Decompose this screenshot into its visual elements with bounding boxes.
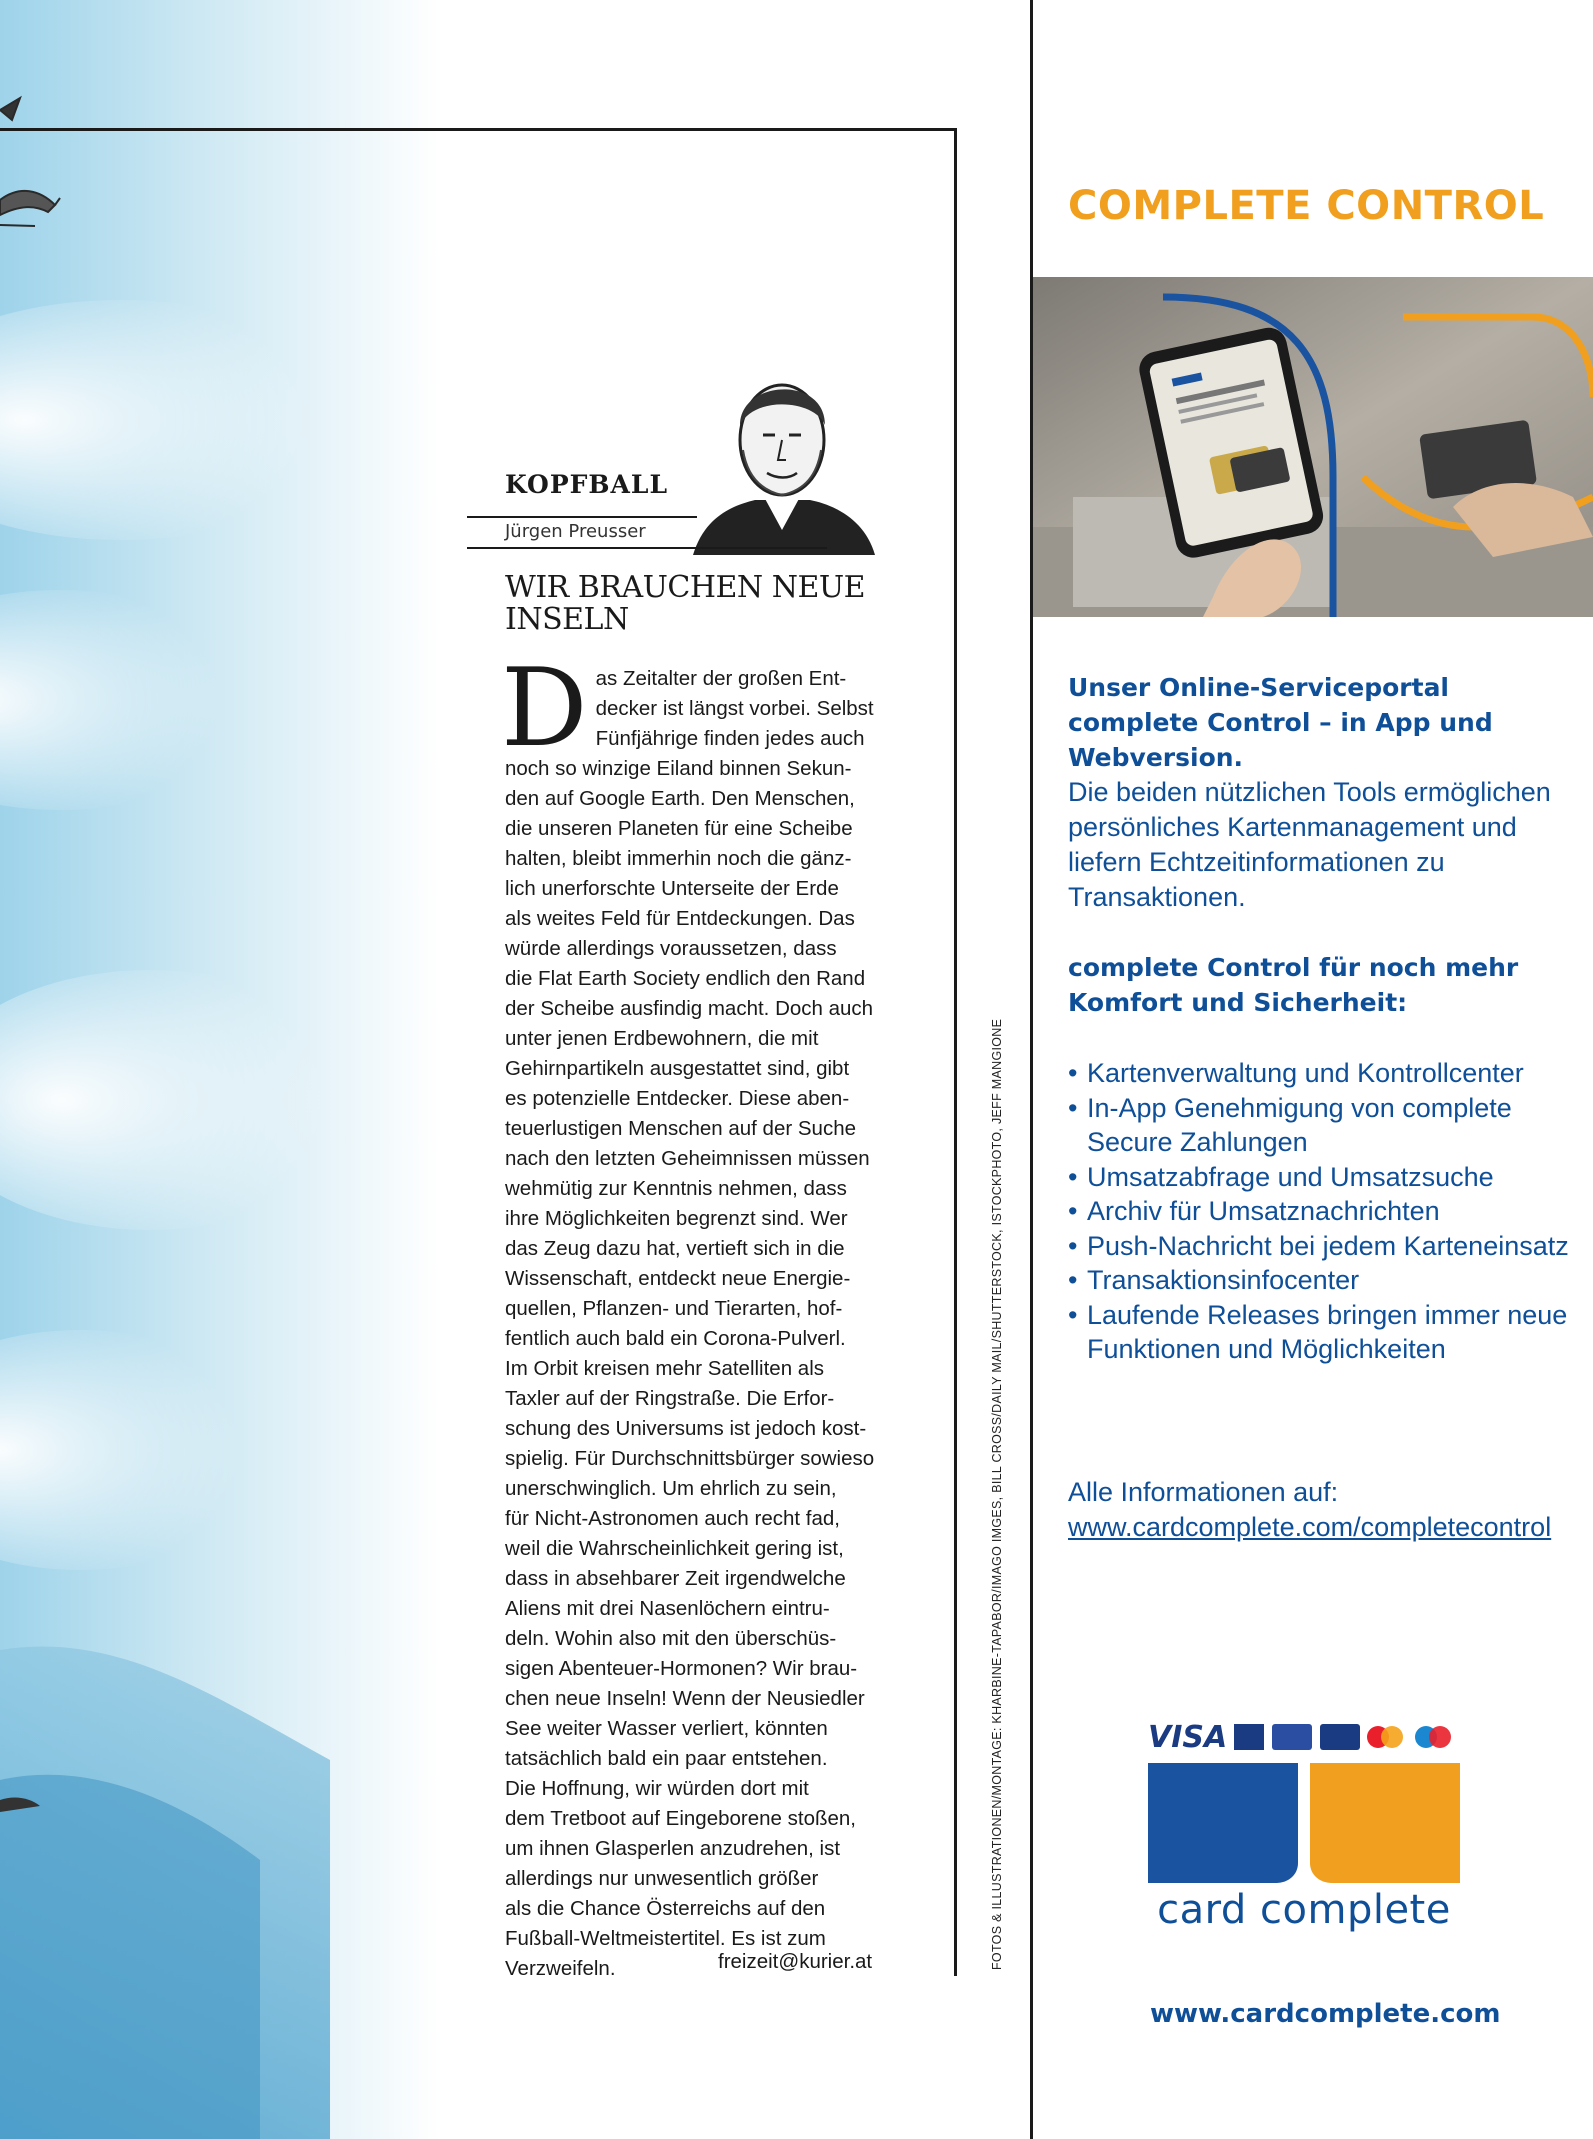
brand-name: card complete: [1157, 1887, 1451, 1933]
article-line: tatsächlich bald ein paar entstehen.: [505, 1747, 828, 1770]
article-line: decker ist längst vorbei. Selbst: [595, 697, 874, 720]
article-lines: [505, 664, 910, 1984]
feature-item: • Push-Nachricht bei jedem Karteneinsatz: [1068, 1229, 1578, 1264]
article-line: chen neue Inseln! Wenn der Neusiedler: [505, 1687, 865, 1710]
article-line: Taxler auf der Ringstraße. Die Erfor-: [505, 1387, 835, 1410]
author-portrait: [685, 355, 880, 565]
article-frame-right: [954, 128, 957, 1976]
article-line: ihre Möglichkeiten begrenzt sind. Wer: [505, 1207, 848, 1230]
article-frame-top: [0, 128, 957, 131]
article-line: Im Orbit kreisen mehr Satelliten als: [505, 1357, 825, 1380]
feature-list: [1068, 1056, 1578, 1367]
label-rule: [467, 516, 697, 518]
ad-title: COMPLETE CONTROL: [1068, 183, 1545, 229]
article-headline: WIR BRAUCHEN NEUE INSELN: [505, 570, 866, 637]
article-line: See weiter Wasser verliert, könnten: [505, 1717, 828, 1740]
article-line: spielig. Für Durchschnittsbürger sowieso: [505, 1447, 875, 1470]
article-line: den auf Google Earth. Den Menschen,: [505, 787, 855, 810]
article-line: teuerlustigen Menschen auf der Suche: [505, 1117, 857, 1140]
article-line: um ihnen Glasperlen anzudrehen, ist: [505, 1837, 841, 1860]
author-rule: [467, 547, 827, 549]
article-line: als weites Feld für Entdeckungen. Das: [505, 907, 855, 930]
feature-item: • Transaktionsinfocenter: [1068, 1263, 1578, 1298]
ad-description: Die beiden nützlichen Tools ermöglichen persönliches Kartenmanagement und liefern Echtzeitinformationen zu Transaktionen.: [1068, 777, 1551, 912]
article-line: dass in absehbarer Zeit irgendwelche: [505, 1567, 846, 1590]
article-line: wehmütig zur Kenntnis nehmen, dass: [505, 1177, 847, 1200]
column-label: KOPFBALL: [505, 470, 669, 499]
visa-logo: VISA: [1148, 1720, 1228, 1754]
article-line: fentlich auch bald ein Corona-Pulverl.: [505, 1327, 846, 1350]
article-line: die Flat Earth Society endlich den Rand: [505, 967, 866, 990]
article-line: sigen Abenteuer-Hormonen? Wir brau-: [505, 1657, 858, 1680]
feature-item: • Kartenverwaltung und Kontrollcenter: [1068, 1056, 1578, 1091]
author-name: Jürgen Preusser: [505, 521, 646, 542]
article-line: für Nicht-Astronomen auch recht fad,: [505, 1507, 840, 1530]
article-line: Aliens mit drei Nasenlöchern eintru-: [505, 1597, 830, 1620]
payment-logos: [1148, 1720, 1458, 1754]
article-line: noch so winzige Eiland binnen Sekun-: [505, 757, 852, 780]
unionpay-logo: [1320, 1724, 1360, 1750]
article-line: unerschwinglich. Um ehrlich zu sein,: [505, 1477, 837, 1500]
jcb-logo: [1272, 1724, 1312, 1750]
article-line: lich unerforschte Unterseite der Erde: [505, 877, 839, 900]
ad-intro: Unser Online-Serviceportal complete Control – in App und Webversion.: [1068, 673, 1493, 772]
article-line: als die Chance Österreichs auf den: [505, 1897, 826, 1920]
article-line: würde allerdings voraussetzen, dass: [505, 937, 837, 960]
article-line: Fußball-Weltmeistertitel. Es ist zum: [505, 1927, 826, 1950]
article-line: Verzweifeln.: [505, 1957, 616, 1980]
article-line: der Scheibe ausfindig macht. Doch auch: [505, 997, 874, 1020]
article-line: Gehirnpartikeln ausgestattet sind, gibt: [505, 1057, 850, 1080]
article-line: unter jenen Erdbewohnern, die mit: [505, 1027, 819, 1050]
article-line: halten, bleibt immerhin noch die gänz-: [505, 847, 852, 870]
article-line: allerdings nur unwesentlich größer: [505, 1867, 819, 1890]
ad-subhead: complete Control für noch mehr Komfort und Sicherheit:: [1068, 953, 1519, 1017]
article-line: deln. Wohin also mit den überschüs-: [505, 1627, 837, 1650]
sky-water-illustration: [0, 0, 440, 2139]
article-body: [501, 646, 910, 1984]
article-line: nach den letzten Geheimnissen müssen: [505, 1147, 870, 1170]
article-line: die unseren Planeten für eine Scheibe: [505, 817, 853, 840]
article-line: as Zeitalter der großen Ent-: [595, 667, 847, 690]
info-link[interactable]: www.cardcomplete.com/completecontrol: [1068, 1512, 1552, 1542]
author-email[interactable]: freizeit@kurier.at: [718, 1950, 873, 1973]
article-line: dem Tretboot auf Eingeborene stoßen,: [505, 1807, 857, 1830]
drop-cap: D: [501, 646, 588, 771]
photo-credit: FOTOS & ILLUSTRATIONEN/MONTAGE: KHARBINE-TAPABOR/IMAGO IMGES, BILL CROSS/DAILY MAIL/SHUTTERSTOCK, ISTOCKPHOTO, JEFF MANGIONE: [990, 1018, 1004, 1970]
feature-item: • In-App Genehmigung von complete Secure Zahlungen: [1068, 1091, 1578, 1160]
info-label: Alle Informationen auf:: [1068, 1477, 1339, 1507]
feature-item: • Laufende Releases bringen immer neue Funktionen und Möglichkeiten: [1068, 1298, 1578, 1367]
ad-photo: [1033, 277, 1593, 617]
article-line: Wissenschaft, entdeckt neue Energie-: [505, 1267, 851, 1290]
feature-item: • Umsatzabfrage und Umsatzsuche: [1068, 1160, 1578, 1195]
vpay-logo: [1234, 1724, 1264, 1750]
article-line: quellen, Pflanzen- und Tierarten, hof-: [505, 1297, 843, 1320]
footer-url[interactable]: www.cardcomplete.com: [1150, 1999, 1501, 2029]
article-line: weil die Wahrscheinlichkeit gering ist,: [505, 1537, 844, 1560]
article-line: es potenzielle Entdecker. Diese aben-: [505, 1087, 850, 1110]
article-line: das Zeug dazu hat, vertieft sich in die: [505, 1237, 845, 1260]
article-line: schung des Universums ist jedoch kost-: [505, 1417, 867, 1440]
article-line: Fünfjährige finden jedes auch: [595, 727, 865, 750]
article-line: Die Hoffnung, wir würden dort mit: [505, 1777, 809, 1800]
feature-item: • Archiv für Umsatznachrichten: [1068, 1194, 1578, 1229]
